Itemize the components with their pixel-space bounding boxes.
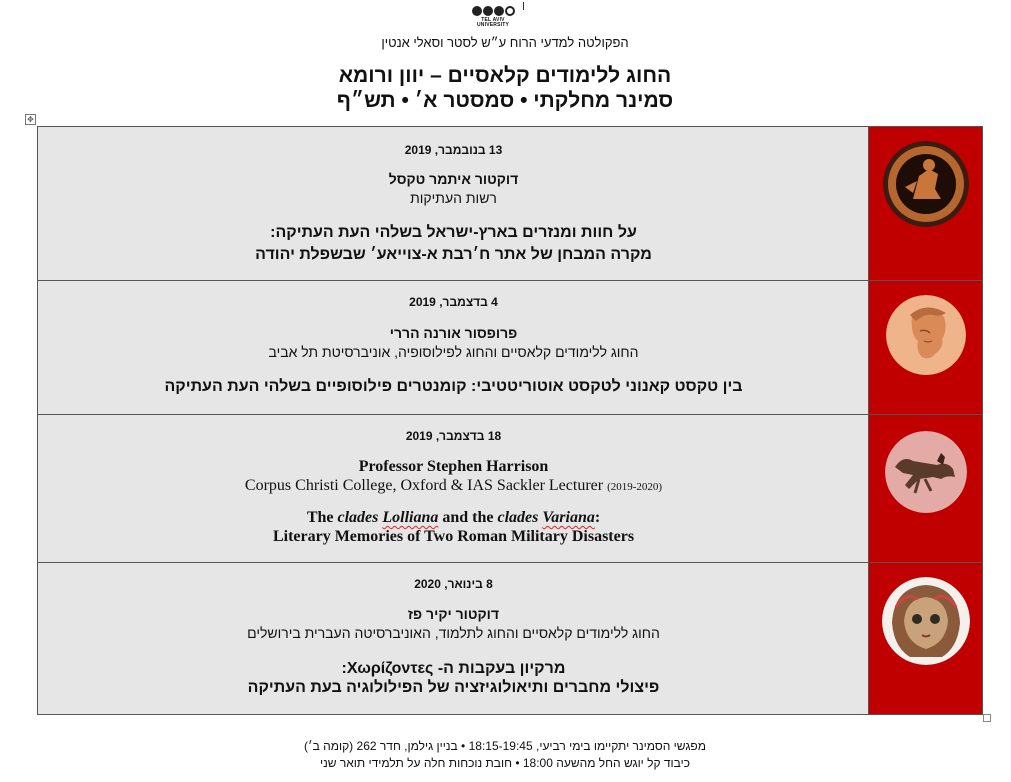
table-row [38, 127, 982, 280]
table-row [38, 415, 982, 562]
lecture-title: The clades Lolliana and the clades Variana: [306, 509, 601, 526]
lecture-image-cell [869, 563, 982, 714]
lecture-date: 4 בדצמבר, 2019 [409, 295, 498, 309]
lecture-title: בין טקסט קאנוני לטקסט אוטוריטטיבי: קומנטרים פילוסופיים בשלהי העת העתיקה [164, 378, 743, 395]
greek-pottery-plate-image [883, 141, 969, 227]
table-row [38, 281, 982, 414]
lecture-speaker: דוקטור איתמר טקסל [388, 171, 519, 187]
lecture-title-line2: מקרה המבחן של אתר ח׳רבת א-צוייאע׳ שבשפלת יהודה [255, 246, 652, 263]
faculty-name: הפקולטה למדעי הרוח ע״ש לסטר וסאלי אנטין [381, 35, 629, 50]
lecture-affiliation: החוג ללימודים קלאסיים והחוג לפילוסופיה, אוניברסיטת תל אביב [268, 344, 639, 360]
lecture-speaker: פרופסור אורנה הררי [389, 325, 518, 341]
lecture-title-line2: פיצולי מחברים ותיאולוגיזציה של הפילולוגיה בעת העתיקה [247, 679, 660, 696]
lecture-speaker: דוקטור יקיר פז [407, 606, 500, 622]
mosaic-face-image [882, 577, 970, 665]
lecture-image-cell [869, 127, 982, 280]
logo-circle-icon [483, 6, 493, 16]
lecture-title: על חוות ומנזרים בארץ-ישראל בשלהי העת העתיקה: [270, 224, 637, 241]
university-logo: TEL AVIV UNIVERSITY [469, 6, 517, 36]
bronze-horse-rider-image [885, 431, 967, 513]
lecture-image-cell [869, 281, 982, 414]
table-move-handle[interactable]: ✥ [25, 114, 36, 125]
table-row [38, 563, 982, 714]
lecture-affiliation: החוג ללימודים קלאסיים והחוג לתלמוד, האוניברסיטה העברית בירושלים [247, 625, 660, 641]
lecture-affiliation: רשות העתיקות [410, 190, 497, 206]
table-resize-handle[interactable] [983, 714, 991, 722]
department-title: החוג ללימודים קלאסיים – יוון ורומא [338, 64, 672, 87]
lecture-details-cell [38, 127, 869, 280]
footer-schedule: מפגשי הסמינר יתקיימו בימי רביעי, 18:15-19:45 • בניין גילמן, חדר 262 (קומה ב׳) [304, 739, 706, 753]
logo-circle-icon [494, 6, 504, 16]
lecture-details-cell [38, 281, 869, 414]
logo-circle-icon [472, 6, 482, 16]
footer-notes: כיבוד קל יוגש החל מהשעה 18:00 • חובת נוכחות חלה על תלמידי תואר שני [319, 756, 691, 770]
seminar-title: סמינר מחלקתי • סמסטר א׳ • תש״ף [336, 89, 674, 112]
sketch-portrait-image [886, 295, 966, 375]
lecture-table [37, 126, 983, 715]
lecture-affiliation: Corpus Christi College, Oxford & IAS Sackler Lecturer (2019-2020) [244, 477, 663, 494]
lecture-title-line2: Literary Memories of Two Roman Military Disasters [272, 528, 635, 545]
lecture-title: מרקיון בעקבות ה- Χωρίζοντες: [341, 660, 566, 677]
logo-ring-icon [505, 6, 515, 16]
lecture-details-cell [38, 415, 869, 562]
lecture-date: 8 בינואר, 2020 [414, 577, 493, 591]
lecture-image-cell [869, 415, 982, 562]
lecture-speaker: Professor Stephen Harrison [358, 458, 549, 475]
lecture-date: 18 בדצמבר, 2019 [405, 429, 502, 443]
lecture-date: 13 בנובמבר, 2019 [404, 143, 503, 157]
text-cursor [523, 2, 524, 10]
lecture-details-cell [38, 563, 869, 714]
